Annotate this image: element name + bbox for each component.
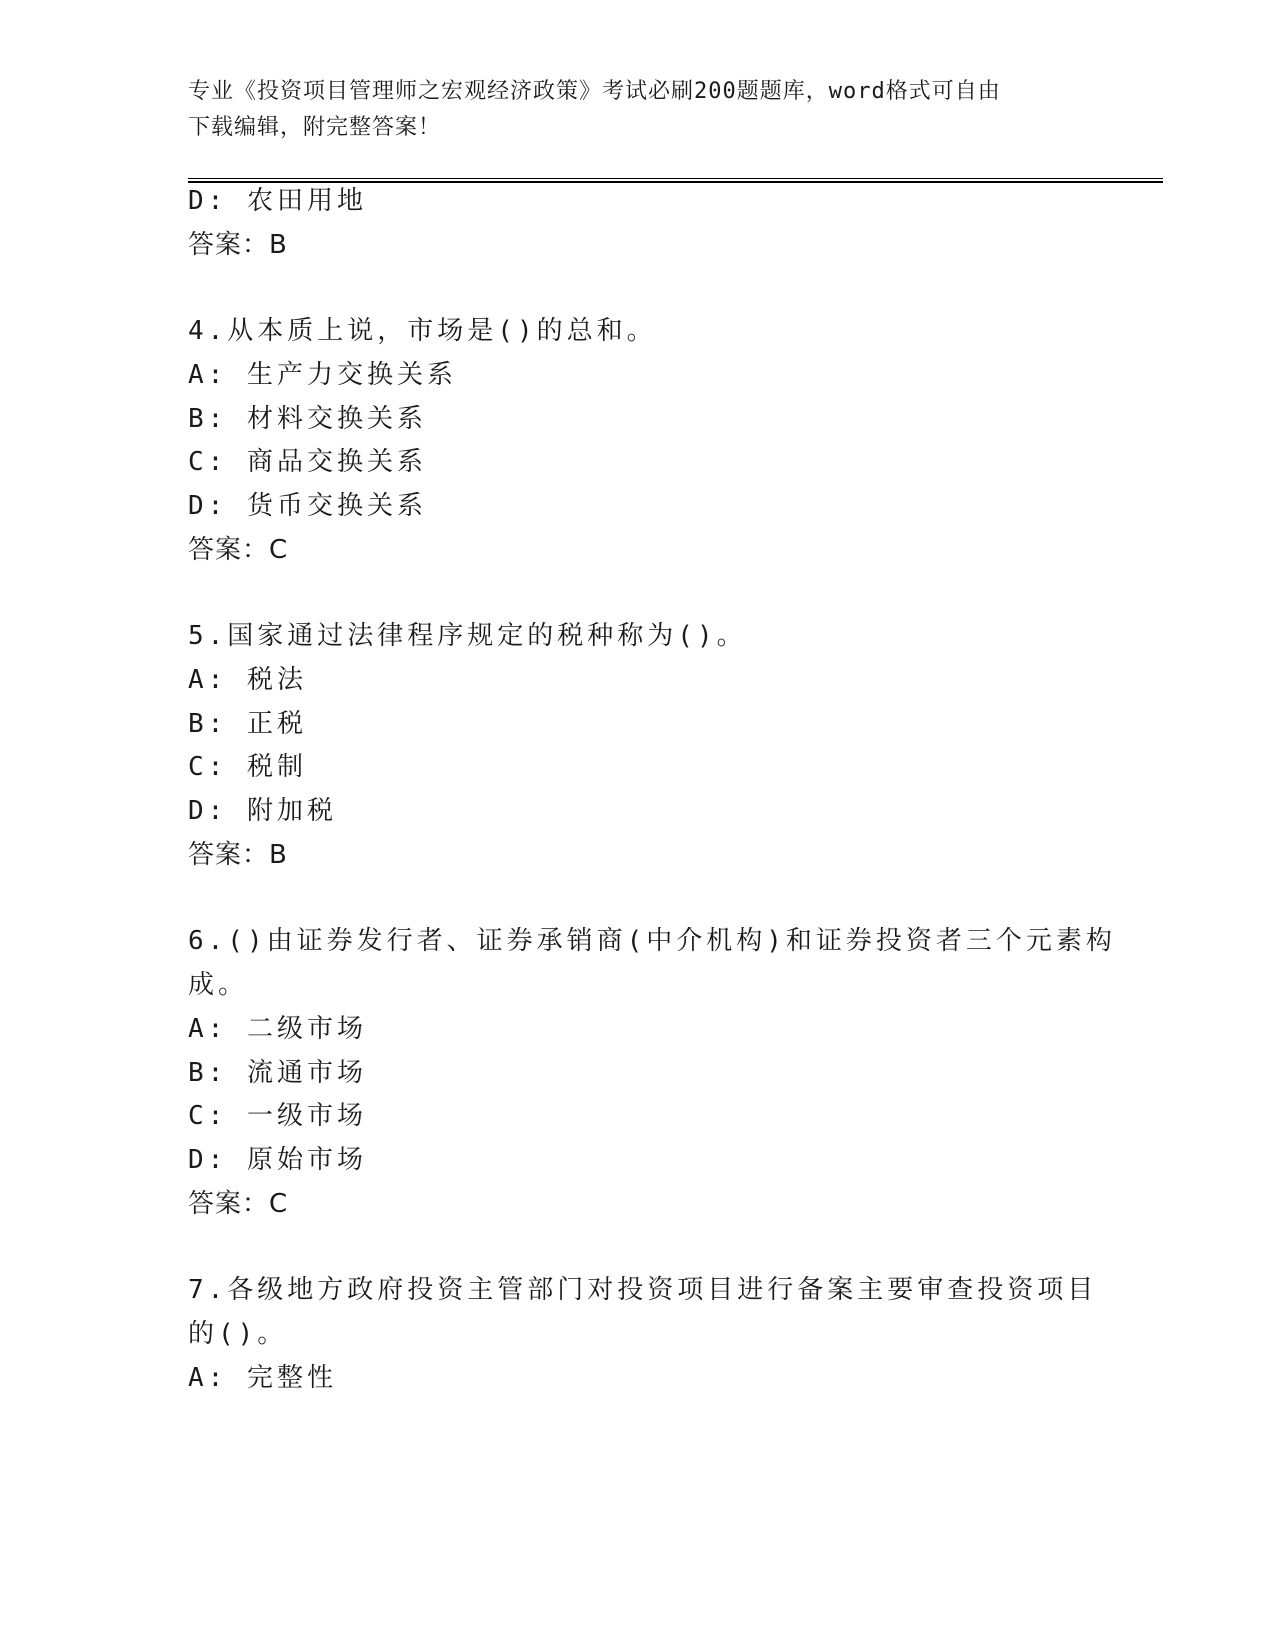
q6-option-d: D: 原始市场 bbox=[188, 1145, 367, 1175]
q5-option-b: B: 正税 bbox=[188, 709, 307, 739]
q6-option-a: A: 二级市场 bbox=[188, 1014, 367, 1044]
q4-option-a: A: 生产力交换关系 bbox=[188, 360, 457, 390]
header-line-2: 下载编辑，附完整答案！ bbox=[188, 115, 442, 140]
q7-stem-line-2: 的()。 bbox=[188, 1319, 288, 1349]
header-line-1: 专业《投资项目管理师之宏观经济政策》考试必刷200题题库，word格式可自由 bbox=[188, 79, 1001, 104]
q6-stem-line-1: 6.()由证券发行者、证券承销商(中介机构)和证券投资者三个元素构 bbox=[188, 926, 1116, 956]
q6-option-c: C: 一级市场 bbox=[188, 1101, 367, 1131]
q4-option-b: B: 材料交换关系 bbox=[188, 404, 427, 434]
q4-option-d: D: 货币交换关系 bbox=[188, 491, 427, 521]
q5-stem: 5.国家通过法律程序规定的税种称为()。 bbox=[188, 621, 747, 651]
q6-stem-line-2: 成。 bbox=[188, 970, 249, 1000]
q4-answer: 答案：C bbox=[188, 535, 289, 565]
q7-option-a: A: 完整性 bbox=[188, 1363, 337, 1393]
document-header bbox=[188, 74, 1088, 146]
q6-answer: 答案：C bbox=[188, 1189, 289, 1219]
q4-stem: 4.从本质上说，市场是()的总和。 bbox=[188, 316, 657, 346]
q7-stem-line-1: 7.各级地方政府投资主管部门对投资项目进行备案主要审查投资项目 bbox=[188, 1275, 1098, 1305]
document-page bbox=[188, 0, 1163, 1650]
q3-option-d: D: 农田用地 bbox=[188, 186, 367, 216]
q5-option-a: A: 税法 bbox=[188, 665, 307, 695]
q4-option-c: C: 商品交换关系 bbox=[188, 447, 427, 477]
q6-option-b: B: 流通市场 bbox=[188, 1058, 367, 1088]
q5-option-d: D: 附加税 bbox=[188, 796, 337, 826]
q3-answer: 答案：B bbox=[188, 230, 288, 260]
q5-answer: 答案：B bbox=[188, 840, 288, 870]
q5-option-c: C: 税制 bbox=[188, 752, 307, 782]
